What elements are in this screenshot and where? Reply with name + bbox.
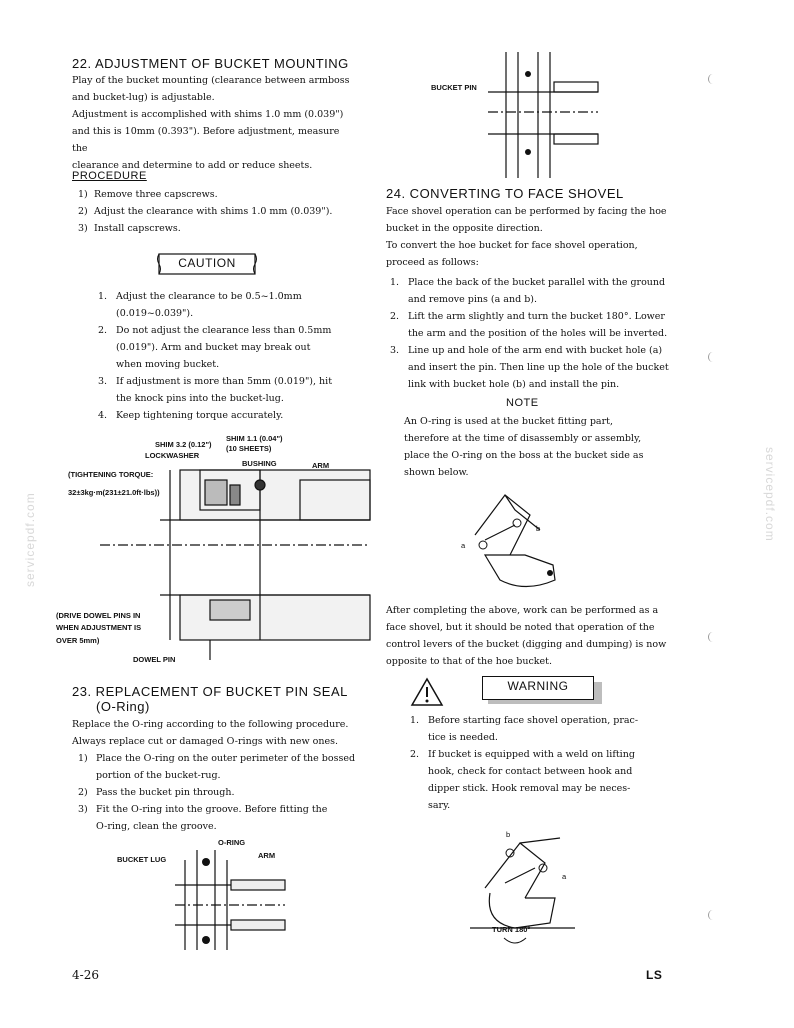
- section-23-subtitle: (O-Ring): [96, 699, 150, 714]
- binder-mark: [708, 910, 717, 920]
- label-dowel-pin: DOWEL PIN: [133, 655, 176, 664]
- label-oring: O-RING: [218, 838, 246, 847]
- shovel-step: 2. Lift the arm slightly and turn the bucket 180°. Lower the arm and the position of the holes will be inverted.: [390, 311, 668, 339]
- label-arm: ARM: [312, 461, 330, 470]
- binder-mark: [708, 352, 717, 362]
- turn-bucket-figure: [465, 828, 585, 938]
- warning-label: WARNING: [507, 679, 569, 693]
- procedure-label: PROCEDURE: [72, 170, 147, 182]
- label-fig1-b: b: [536, 524, 541, 533]
- caution-item: 3. If adjustment is more than 5mm (0.019"), hit the knock pins into the bucket-lug.: [98, 376, 333, 404]
- procedure-step: 1) Remove three capscrews.: [78, 189, 218, 200]
- label-oring-arm: ARM: [258, 851, 276, 860]
- label-bucket-pin: BUCKET PIN: [431, 83, 477, 92]
- procedure-steps: [78, 186, 332, 237]
- after-text: After completing the above, work can be performed as a face shovel, but it should be noted that operation of the control levers of the bucket (digging and dumping) is now opposite to that of the hoe bucket.: [386, 605, 667, 667]
- oring-step: 1) Place the O-ring on the outer perimeter of the bossed portion of the bucket-rug.: [78, 753, 356, 781]
- shovel-step: 1. Place the back of the bucket parallel with the ground and remove pins (a and b).: [390, 277, 666, 305]
- note-label: NOTE: [506, 397, 539, 409]
- procedure-step: 2) Adjust the clearance with shims 1.0 mm (0.039").: [78, 206, 333, 217]
- procedure-step: 3) Install capscrews.: [78, 223, 181, 234]
- binder-mark: [708, 632, 717, 642]
- label-drive-3: OVER 5mm): [56, 636, 100, 645]
- caution-box: [157, 252, 257, 276]
- oring-step: 3) Fit the O-ring into the groove. Before fitting the O-ring, clean the groove.: [78, 804, 328, 832]
- label-drive-1: (DRIVE DOWEL PINS IN: [56, 611, 141, 620]
- warning-list: [410, 712, 660, 814]
- caution-list: [98, 288, 363, 424]
- warning-box: [482, 676, 602, 704]
- caution-item: 2. Do not adjust the clearance less than 0.5mm (0.019"). Arm and bucket may break out when moving bucket.: [98, 325, 332, 370]
- label-bucket-lug: BUCKET LUG: [117, 855, 167, 864]
- section-23-title: 23. REPLACEMENT OF BUCKET PIN SEAL: [72, 684, 348, 699]
- section-24-intro: Face shovel operation can be performed by facing the hoe bucket in the opposite direction. To convert the hoe bucket for face shovel operation, proceed as follows:: [386, 206, 667, 268]
- caution-label: CAUTION: [178, 256, 236, 270]
- label-fig2-b: b: [506, 830, 511, 839]
- section-22-intro: Play of the bucket mounting (clearance between armboss and bucket-lug) is adjustable. Adjustment is accomplished with shims 1.0 mm (0.039") and this is 10mm (0.393"). Before adjustment, measure the clearance and determine to add or reduce sheets.: [72, 75, 350, 171]
- section-23-steps: [78, 750, 368, 835]
- label-drive-2: WHEN ADJUSTMENT IS: [56, 623, 142, 632]
- label-shim-11: SHIM 1.1 (0.04"): [226, 434, 283, 443]
- label-fig2-a: a: [562, 872, 567, 881]
- label-turn: TURN 180°: [492, 925, 531, 934]
- section-22-title: 22. ADJUSTMENT OF BUCKET MOUNTING: [72, 56, 349, 71]
- section-24-steps: [390, 274, 680, 393]
- label-shim-32: SHIM 3.2 (0.12"): [155, 440, 212, 449]
- footer-code: LS: [646, 968, 663, 982]
- caution-item: 4. Keep tightening torque accurately.: [98, 410, 284, 421]
- turn-arrow-icon: [500, 934, 530, 948]
- caution-item: 1. Adjust the clearance to be 0.5~1.0mm (0.019~0.039").: [98, 291, 302, 319]
- label-torque-2: 32±3kg·m(231±21.0ft·lbs)): [68, 488, 160, 497]
- section-24-title: 24. CONVERTING TO FACE SHOVEL: [386, 186, 624, 201]
- warning-item: 1. Before starting face shovel operation, prac- tice is needed.: [410, 715, 639, 743]
- warning-item: 2. If bucket is equipped with a weld on lifting hook, check for contact between hook and dipper stick. Hook removal may be neces- sary.: [410, 749, 635, 811]
- shovel-step: 3. Line up and hole of the arm end with bucket hole (a) and insert the pin. Then line up the hole of the bucket link with bucket hole (b) and install the pin.: [390, 345, 669, 390]
- binder-mark: [708, 74, 717, 84]
- warning-triangle-icon: [410, 677, 444, 707]
- label-sheets: (10 SHEETS): [226, 444, 272, 453]
- page-number: 4-26: [72, 968, 99, 982]
- label-torque-1: (TIGHTENING TORQUE:: [68, 470, 154, 479]
- label-lockwasher: LOCKWASHER: [145, 451, 200, 460]
- section-23-intro: Replace the O-ring according to the following procedure. Always replace cut or damaged O-rings with new ones.: [72, 719, 349, 747]
- oring-step: 2) Pass the bucket pin through.: [78, 787, 235, 798]
- bucket-pin-figure: [488, 52, 598, 178]
- label-bushing: BUSHING: [242, 459, 277, 468]
- label-fig1-a: a: [461, 541, 466, 550]
- watermark-left: servicepdf.com: [23, 492, 37, 587]
- face-shovel-figure: [455, 485, 575, 595]
- watermark-right: servicepdf.com: [763, 447, 777, 542]
- note-text: An O-ring is used at the bucket fitting part, therefore at the time of disassembly or assembly, place the O-ring on the boss at the bucket side as shown below.: [404, 416, 644, 478]
